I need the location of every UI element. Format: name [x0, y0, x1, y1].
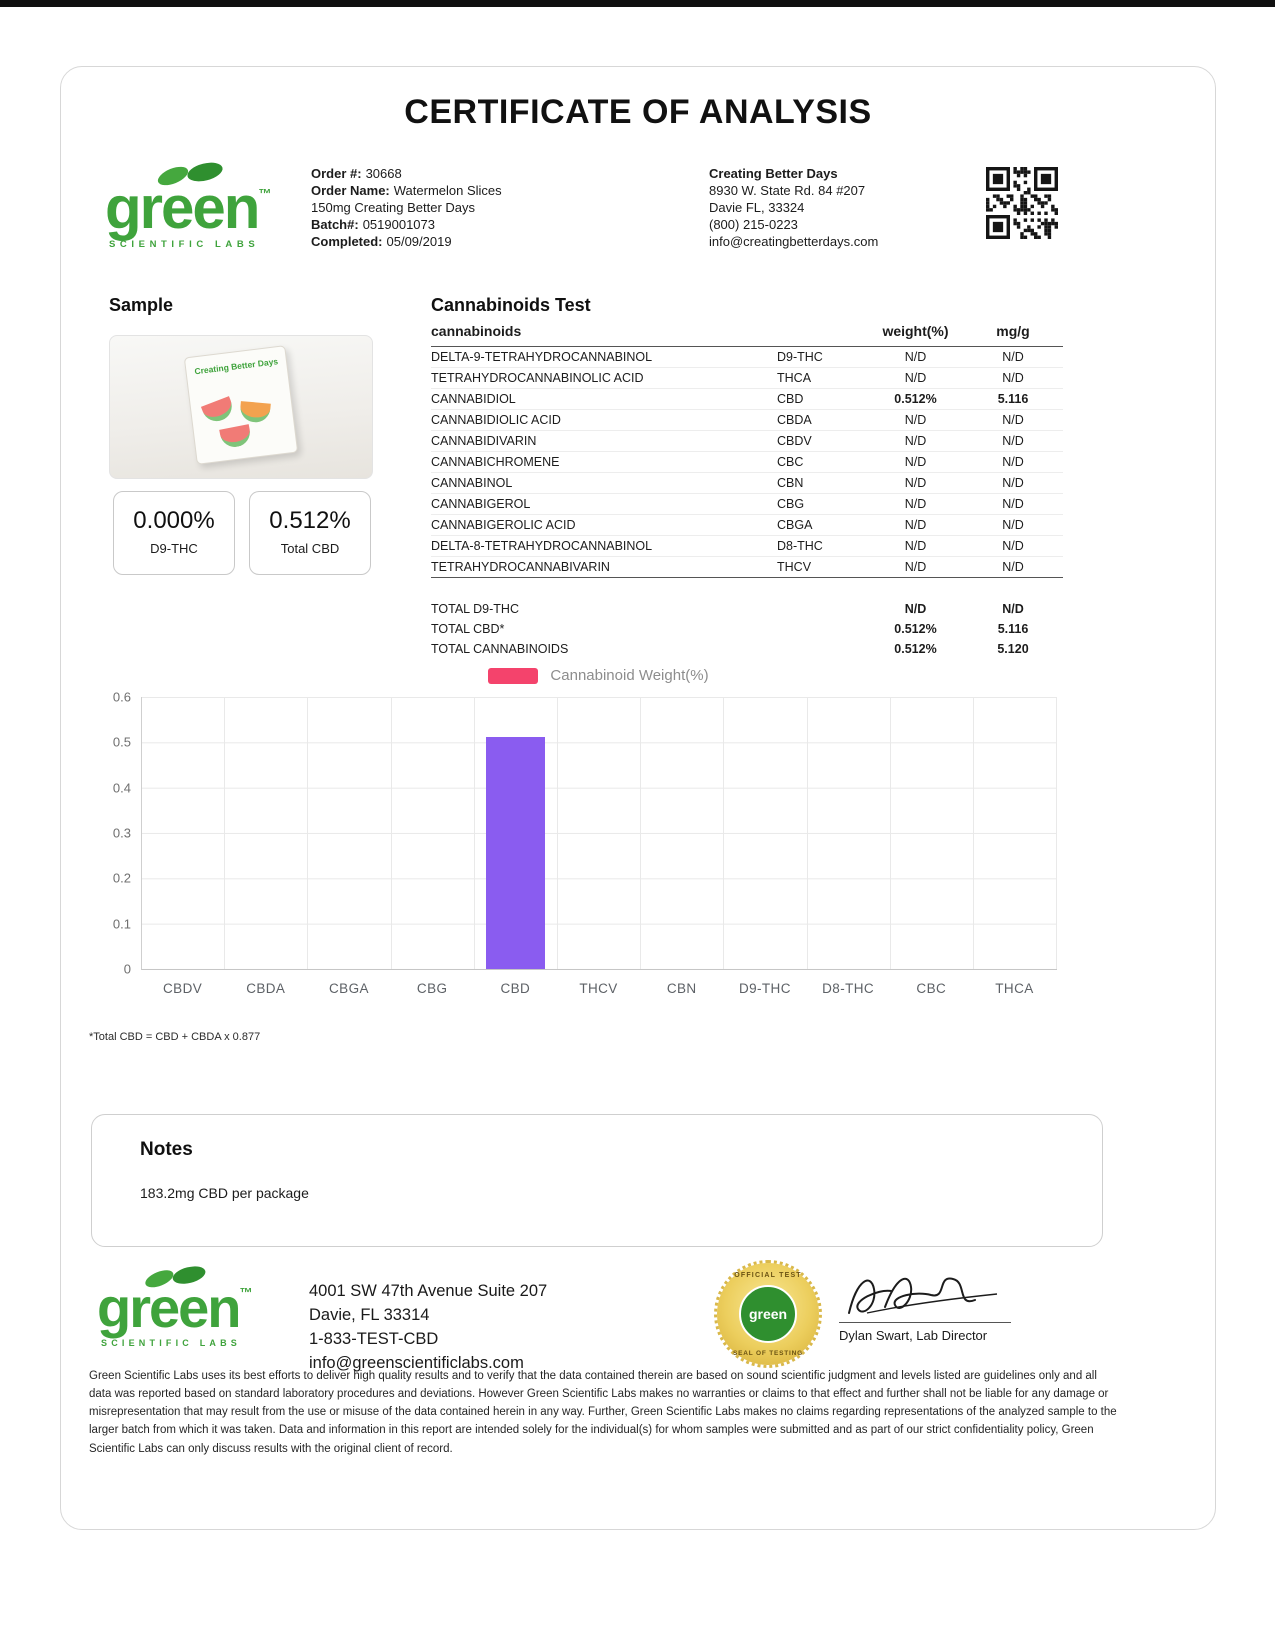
cannabinoids-test-heading: Cannabinoids Test [431, 295, 591, 315]
total-row: TOTAL D9-THC N/D N/D [431, 602, 1024, 616]
legend-label: Cannabinoid Weight(%) [550, 667, 709, 684]
x-axis-label-cbga: CBGA [329, 981, 369, 996]
logo-wordmark [97, 1276, 302, 1339]
chart-column-d8-thc [808, 697, 891, 969]
order-number-line [311, 165, 503, 182]
x-axis-label-cbg: CBG [416, 981, 448, 996]
x-axis-label-thcv: THCV [579, 981, 618, 996]
order-info [311, 165, 503, 250]
package-brand-text: Creating Better Days [193, 356, 279, 377]
logo-trademark: ™ [239, 1285, 253, 1300]
sample-heading: Sample [109, 295, 174, 315]
batch-label: Batch#: [311, 217, 359, 232]
cannabinoids-table [431, 323, 1063, 659]
total-row: TOTAL CANNABINOIDS 0.512% 5.120 [431, 642, 1029, 656]
cannabinoid-row-cbc: CANNABICHROMENE CBC N/D N/D [431, 452, 1063, 473]
seal-bottom-text: SEAL OF TESTING [732, 1350, 804, 1357]
logo-subtext: SCIENTIFIC LABS [109, 239, 260, 251]
client-info [709, 165, 954, 250]
batch-line [311, 216, 503, 233]
official-test-seal [717, 1263, 819, 1365]
total-row: TOTAL CBD* 0.512% 5.116 [431, 622, 1029, 636]
chart-bar-cbd [486, 737, 545, 969]
client-address-line1: 8930 W. State Rd. 84 #207 [709, 183, 866, 198]
lab-director-signature [839, 1267, 1011, 1343]
cannabinoids-table-body [431, 347, 1063, 578]
cannabinoid-row-cbga: CANNABIGEROLIC ACID CBGA N/D N/D [431, 515, 1063, 536]
seal-center-text: green [739, 1285, 797, 1343]
lab-email: info@greenscientificlabs.com [309, 1354, 524, 1372]
chart-plot [141, 697, 1057, 970]
order-name-label: Order Name: [311, 183, 390, 198]
sample-product-photo [109, 335, 373, 479]
seal-top-text: OFFICIAL TEST [734, 1272, 802, 1279]
y-axis-tick: 0.5 [112, 734, 131, 750]
lab-address-block [309, 1279, 547, 1375]
x-axis-label-cbd: CBD [500, 981, 531, 996]
chart-column-thca [974, 697, 1057, 969]
d9-thc-result-label: D9-THC [150, 541, 198, 556]
batch-value: 0519001073 [362, 217, 435, 232]
chart-y-axis [77, 689, 131, 977]
chart-column-d9-thc [724, 697, 807, 969]
order-name-value: Watermelon Slices 150mg Creating Better Days [311, 183, 502, 215]
logo-subtext: SCIENTIFIC LABS [101, 1337, 242, 1348]
client-name: Creating Better Days [709, 166, 838, 181]
logo-wordmark [105, 174, 320, 241]
certificate-frame [60, 66, 1216, 1530]
chart-column-cbd [475, 697, 558, 969]
completed-line [311, 233, 503, 250]
product-package [184, 345, 298, 465]
notes-box [91, 1114, 1103, 1247]
x-axis-label-d8-thc: D8-THC [822, 981, 875, 996]
y-axis-tick: 0.6 [112, 689, 131, 705]
x-axis-label-cbc: CBC [916, 981, 947, 996]
x-axis-label-cbn: CBN [666, 981, 697, 996]
signature-name: Dylan Swart, Lab Director [839, 1328, 988, 1343]
lab-phone: 1-833-TEST-CBD [309, 1330, 439, 1348]
disclaimer-text: Green Scientific Labs uses its best efforts to deliver high quality results and to verify that the data contained therein are based on sound scientific judgment and levels listed are guidelines only and all data was reported based on standard laboratory procedures and deviations. However Green Scientific Labs makes no warranties or claims to that effect and further shall not be liable for any damage or misrepresentation that may result from the use or misuse of the data contained herein in any way. Further, Green Scientific Labs makes no claims regarding representations of the analyzed sample to the larger batch from which it was taken. Data and information in this report are intended solely for the individual(s) for whom samples were submitted and as part of our strict confidentiality policy, Green Scientific Labs can only discuss results with the original client of record. [89, 1370, 1117, 1455]
logo-trademark: ™ [258, 186, 272, 201]
chart-column-cbda [225, 697, 308, 969]
x-axis-label-cbdv: CBDV [163, 981, 203, 996]
client-phone: (800) 215-0223 [709, 217, 798, 232]
cannabinoid-row-thca: TETRAHYDROCANNABINOLIC ACID THCA N/D N/D [431, 368, 1063, 389]
total-cbd-result-label: Total CBD [280, 541, 340, 556]
lab-address-line1: 4001 SW 47th Avenue Suite 207 [309, 1282, 548, 1300]
chart-column-cbga [308, 697, 391, 969]
cannabinoid-row-cbdv: CANNABIDIVARIN CBDV N/D N/D [431, 431, 1063, 452]
cannabinoid-row-d9-thc: DELTA-9-TETRAHYDROCANNABINOL D9-THC N/D N/D [431, 347, 1063, 368]
watermelon-gummy [239, 401, 271, 424]
column-header-mgg: mg/g [963, 323, 1063, 347]
watermelon-gummy [219, 424, 252, 449]
column-header-abbreviation [763, 323, 868, 347]
notes-text: 183.2mg CBD per package [140, 1185, 309, 1201]
y-axis-tick: 0.4 [112, 780, 131, 796]
y-axis-tick: 0 [123, 961, 131, 977]
order-number-value: 30668 [365, 166, 402, 181]
client-address-line2: Davie FL, 33324 [709, 200, 805, 215]
column-header-weight: weight(%) [868, 323, 963, 347]
order-number-label: Order #: [311, 166, 362, 181]
total-cbd-result-value: 0.512% [269, 507, 351, 534]
cannabinoid-row-d8-thc: DELTA-8-TETRAHYDROCANNABINOL D8-THC N/D N/D [431, 536, 1063, 557]
completed-value: 05/09/2019 [386, 234, 452, 249]
y-axis-tick: 0.3 [112, 825, 131, 841]
chart-column-thcv [558, 697, 641, 969]
chart-column-cbg [392, 697, 475, 969]
chart-x-labels [141, 981, 1056, 996]
x-axis-label-cbda: CBDA [246, 981, 286, 996]
green-scientific-labs-logo-footer [97, 1263, 302, 1348]
total-cbd-footnote: *Total CBD = CBD + CBDA x 0.877 [89, 1031, 261, 1043]
total-cbd-result-box [249, 491, 371, 575]
chart-column-cbn [641, 697, 724, 969]
cannabinoid-row-cbda: CANNABIDIOLIC ACID CBDA N/D N/D [431, 410, 1063, 431]
page-title: CERTIFICATE OF ANALYSIS [404, 93, 872, 131]
lab-address-line2: Davie, FL 33314 [309, 1306, 430, 1324]
d9-thc-result-box [113, 491, 235, 575]
green-scientific-labs-logo [105, 159, 320, 250]
completed-label: Completed: [311, 234, 383, 249]
column-header-cannabinoids: cannabinoids [431, 323, 763, 347]
chart-column-cbdv [142, 697, 225, 969]
cannabinoid-row-cbg: CANNABIGEROL CBG N/D N/D [431, 494, 1063, 515]
cannabinoid-row-thcv: TETRAHYDROCANNABIVARIN THCV N/D N/D [431, 557, 1063, 578]
page-top-border [0, 0, 1275, 7]
d9-thc-result-value: 0.000% [133, 507, 215, 534]
chart-column-cbc [891, 697, 974, 969]
cannabinoids-table-totals [431, 578, 1063, 660]
logo-word-text: green [97, 1276, 240, 1339]
logo-word-text: green [105, 174, 259, 241]
cannabinoid-row-cbd: CANNABIDIOL CBD 0.512% 5.116 [431, 389, 1063, 410]
watermelon-gummy [201, 396, 236, 425]
x-axis-label-thca: THCA [995, 981, 1034, 996]
client-email: info@creatingbetterdays.com [709, 234, 879, 249]
legend-swatch [488, 668, 538, 684]
order-name-line [311, 182, 503, 216]
chart-legend [141, 667, 1056, 684]
qr-code [986, 167, 1058, 239]
y-axis-tick: 0.1 [112, 916, 131, 932]
table-header-row [431, 323, 1063, 347]
qr-code-svg [986, 167, 1058, 239]
cannabinoid-row-cbn: CANNABINOL CBN N/D N/D [431, 473, 1063, 494]
notes-heading: Notes [140, 1139, 193, 1160]
y-axis-tick: 0.2 [112, 870, 131, 886]
x-axis-label-d9-thc: D9-THC [738, 981, 791, 996]
signature-scribble-icon [839, 1267, 1004, 1323]
